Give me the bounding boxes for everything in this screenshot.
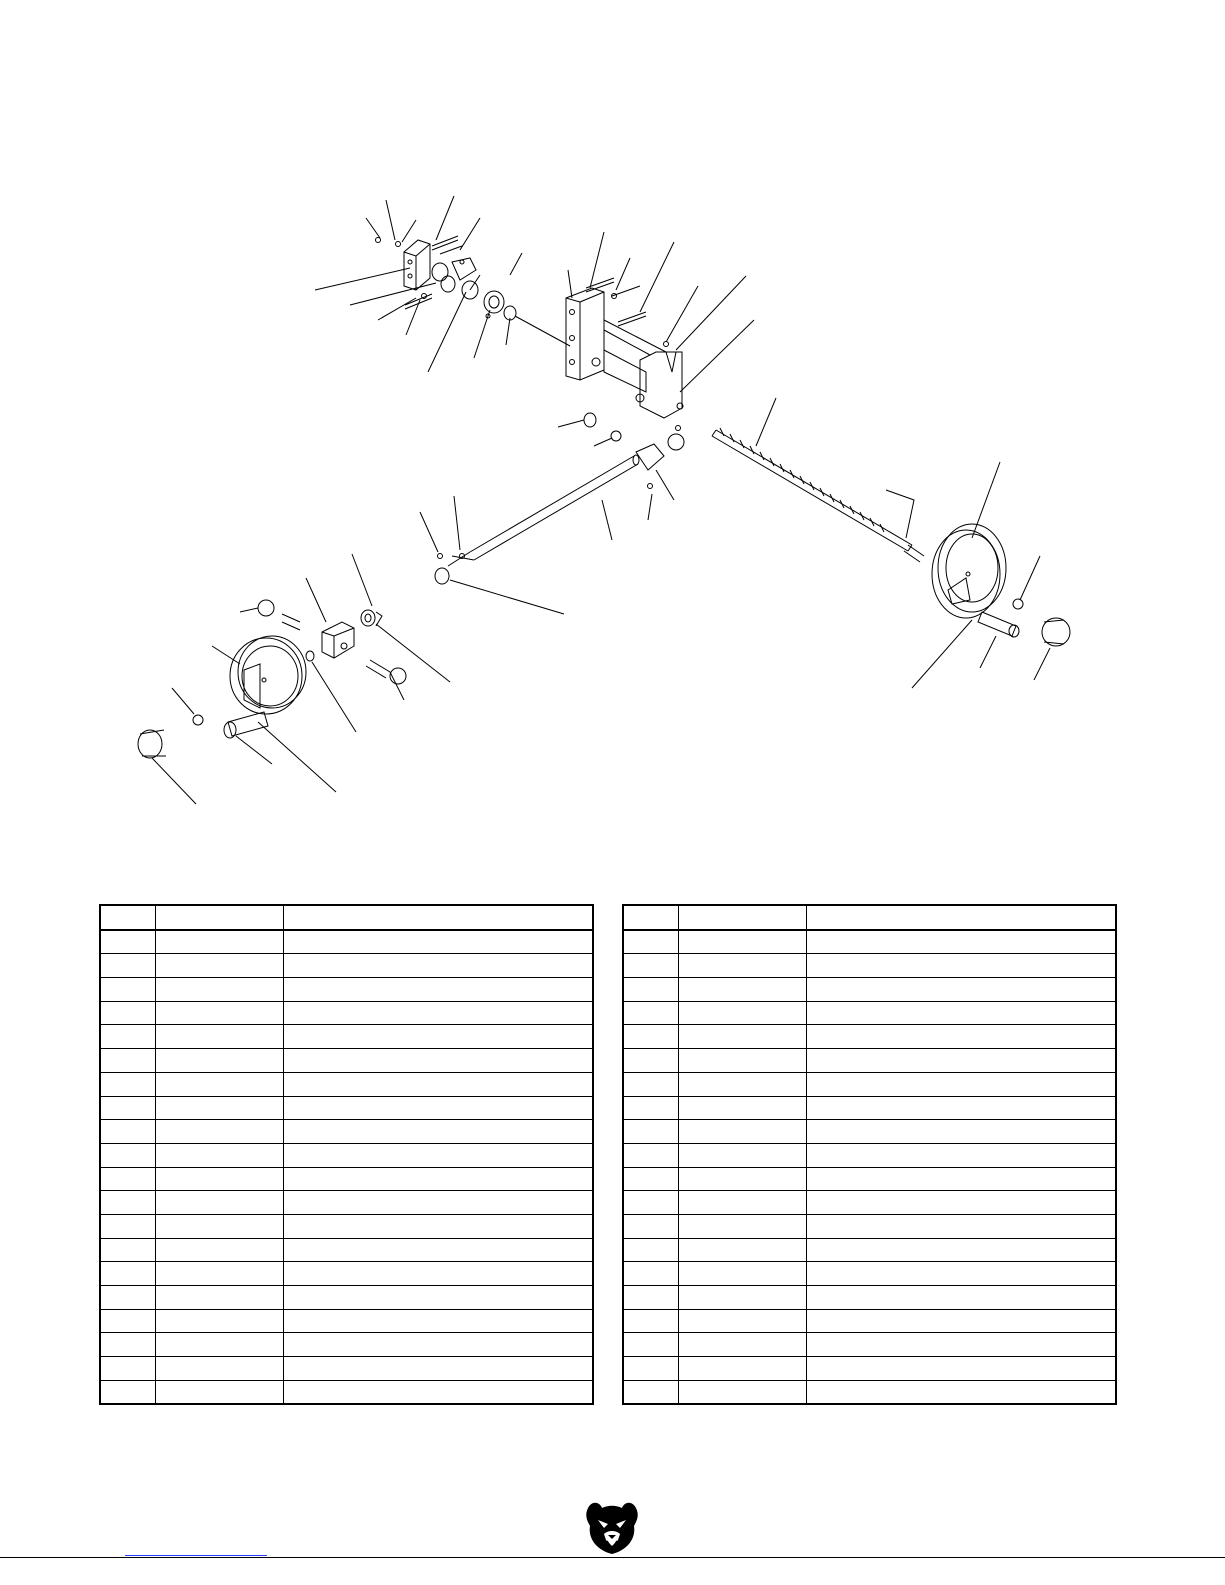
ref-cell	[100, 954, 156, 978]
ref-cell	[623, 1167, 679, 1191]
ref-cell	[100, 1167, 156, 1191]
description-cell	[284, 1262, 594, 1286]
description-cell	[807, 1025, 1117, 1049]
description-cell	[807, 1309, 1117, 1333]
description-cell	[807, 1262, 1117, 1286]
ref-cell	[623, 1214, 679, 1238]
part-number-cell	[156, 1025, 284, 1049]
ref-cell	[100, 1049, 156, 1073]
ref-cell	[623, 1120, 679, 1144]
ref-cell	[623, 1286, 679, 1310]
description-cell	[284, 1309, 594, 1333]
ref-cell	[623, 930, 679, 954]
bracket-bolts	[586, 278, 669, 347]
part-number-cell	[679, 1262, 807, 1286]
lead-screw	[712, 398, 924, 562]
table-row	[623, 1025, 1116, 1049]
description-cell	[807, 1072, 1117, 1096]
ref-cell	[100, 1380, 156, 1404]
description-cell	[284, 1333, 594, 1357]
table-row	[623, 1262, 1116, 1286]
table-row	[623, 1309, 1116, 1333]
table-row	[100, 1167, 593, 1191]
table-row	[623, 1120, 1116, 1144]
ref-cell	[623, 1096, 679, 1120]
ref-cell	[100, 1333, 156, 1357]
ref-cell	[100, 1120, 156, 1144]
description-cell	[807, 1096, 1117, 1120]
part-number-cell	[679, 1238, 807, 1262]
part-number-cell	[156, 1286, 284, 1310]
part-number-cell	[679, 1001, 807, 1025]
part-number-cell	[156, 978, 284, 1002]
table-row	[100, 1286, 593, 1310]
part-number-cell	[156, 1049, 284, 1073]
table-row	[623, 1072, 1116, 1096]
part-number-cell	[156, 1072, 284, 1096]
leader-lines-center	[568, 232, 754, 392]
table-row	[623, 1286, 1116, 1310]
table-header-row	[623, 905, 1116, 930]
footer-link-underline[interactable]	[125, 1555, 267, 1556]
ref-cell	[100, 1214, 156, 1238]
parts-table-left	[99, 904, 594, 1405]
table-row	[100, 930, 593, 954]
description-cell	[284, 1096, 594, 1120]
ref-cell	[100, 1025, 156, 1049]
part-number-cell	[156, 1167, 284, 1191]
part-number-cell	[679, 1167, 807, 1191]
part-number-cell	[156, 1096, 284, 1120]
table-row	[623, 1096, 1116, 1120]
part-number-cell	[156, 1380, 284, 1404]
description-cell	[284, 1167, 594, 1191]
part-number-cell	[156, 1357, 284, 1381]
left-assembly	[240, 496, 564, 732]
part-number-cell	[156, 1143, 284, 1167]
ref-cell	[100, 1262, 156, 1286]
table-row	[100, 1025, 593, 1049]
description-cell	[807, 1357, 1117, 1381]
table-row	[623, 1143, 1116, 1167]
ref-cell	[623, 1357, 679, 1381]
description-cell	[284, 1120, 594, 1144]
table-row	[100, 1262, 593, 1286]
ref-cell	[623, 1191, 679, 1215]
part-number-cell	[679, 1286, 807, 1310]
part-number-cell	[156, 954, 284, 978]
ref-cell	[623, 1143, 679, 1167]
description-cell	[807, 1238, 1117, 1262]
description-cell	[807, 1286, 1117, 1310]
table-row	[623, 954, 1116, 978]
description-cell	[807, 1049, 1117, 1073]
description-cell	[284, 978, 594, 1002]
part-number-cell	[156, 1191, 284, 1215]
part-number-header	[679, 905, 807, 930]
table-row	[100, 1357, 593, 1381]
description-header	[284, 905, 594, 930]
description-cell	[284, 954, 594, 978]
part-number-cell	[679, 930, 807, 954]
bear-head-icon	[582, 1500, 642, 1556]
right-handwheel	[912, 462, 1070, 688]
ref-cell	[623, 1072, 679, 1096]
part-number-cell	[679, 1049, 807, 1073]
description-cell	[284, 1238, 594, 1262]
central-bracket	[566, 288, 683, 418]
table-row	[100, 1191, 593, 1215]
table-row	[100, 1001, 593, 1025]
part-number-cell	[156, 1120, 284, 1144]
part-number-cell	[679, 1191, 807, 1215]
description-cell	[284, 1286, 594, 1310]
table-row	[100, 1049, 593, 1073]
ref-cell	[100, 1096, 156, 1120]
table-row	[623, 930, 1116, 954]
description-cell	[284, 1143, 594, 1167]
ref-cell	[623, 978, 679, 1002]
table-row	[623, 1214, 1116, 1238]
description-cell	[284, 930, 594, 954]
part-number-cell	[679, 1309, 807, 1333]
part-number-cell	[156, 1309, 284, 1333]
ref-cell	[623, 1380, 679, 1404]
part-number-cell	[679, 1143, 807, 1167]
table-row	[623, 1167, 1116, 1191]
part-number-cell	[679, 954, 807, 978]
ref-cell	[100, 1238, 156, 1262]
part-number-cell	[156, 930, 284, 954]
part-number-cell	[679, 1120, 807, 1144]
description-cell	[807, 1333, 1117, 1357]
part-number-cell	[679, 1025, 807, 1049]
ref-cell	[100, 1286, 156, 1310]
ref-cell	[100, 978, 156, 1002]
table-row	[623, 1191, 1116, 1215]
mounting-block	[404, 240, 430, 290]
ref-header	[100, 905, 156, 930]
description-cell	[284, 1049, 594, 1073]
table-row	[100, 1380, 593, 1404]
table-row	[100, 1096, 593, 1120]
part-number-header	[156, 905, 284, 930]
ref-cell	[100, 1001, 156, 1025]
table-row	[100, 1238, 593, 1262]
parts-table-right	[622, 904, 1117, 1405]
description-cell	[284, 1025, 594, 1049]
ref-cell	[623, 1262, 679, 1286]
ref-cell	[623, 1049, 679, 1073]
description-cell	[284, 1191, 594, 1215]
table-row	[623, 1357, 1116, 1381]
description-cell	[807, 1143, 1117, 1167]
table-row	[100, 1333, 593, 1357]
table-row	[100, 1120, 593, 1144]
part-number-cell	[679, 1072, 807, 1096]
ref-cell	[100, 1191, 156, 1215]
table-row	[100, 1072, 593, 1096]
part-number-cell	[156, 1333, 284, 1357]
table-row	[100, 1309, 593, 1333]
leader-lines-upper-left	[315, 196, 570, 372]
table-row	[623, 978, 1116, 1002]
ref-cell	[623, 1025, 679, 1049]
description-header	[807, 905, 1117, 930]
ref-header	[623, 905, 679, 930]
table-row	[100, 1143, 593, 1167]
description-cell	[807, 1214, 1117, 1238]
description-cell	[807, 954, 1117, 978]
part-number-cell	[679, 1096, 807, 1120]
left-handwheel	[138, 636, 336, 804]
table-row	[623, 1049, 1116, 1073]
description-cell	[284, 1357, 594, 1381]
description-cell	[284, 1001, 594, 1025]
footer-rule	[0, 1557, 1225, 1558]
part-number-cell	[679, 978, 807, 1002]
part-number-cell	[156, 1262, 284, 1286]
description-cell	[807, 1001, 1117, 1025]
table-row	[100, 978, 593, 1002]
description-cell	[284, 1072, 594, 1096]
table-row	[100, 1214, 593, 1238]
part-number-cell	[156, 1214, 284, 1238]
part-number-cell	[679, 1214, 807, 1238]
ref-cell	[623, 1333, 679, 1357]
ref-cell	[623, 1238, 679, 1262]
ref-cell	[100, 1357, 156, 1381]
part-number-cell	[679, 1333, 807, 1357]
part-number-cell	[156, 1001, 284, 1025]
description-cell	[807, 1120, 1117, 1144]
description-cell	[807, 930, 1117, 954]
table-row	[623, 1238, 1116, 1262]
ref-cell	[623, 1309, 679, 1333]
part-number-cell	[679, 1357, 807, 1381]
description-cell	[284, 1380, 594, 1404]
ref-cell	[100, 1309, 156, 1333]
table-row	[100, 954, 593, 978]
description-cell	[284, 1214, 594, 1238]
description-cell	[807, 1191, 1117, 1215]
description-cell	[807, 978, 1117, 1002]
ref-cell	[100, 1143, 156, 1167]
ref-cell	[623, 954, 679, 978]
description-cell	[807, 1167, 1117, 1191]
part-number-cell	[679, 1380, 807, 1404]
ref-cell	[100, 930, 156, 954]
table-row	[623, 1001, 1116, 1025]
ref-cell	[100, 1072, 156, 1096]
table-header-row	[100, 905, 593, 930]
table-row	[623, 1380, 1116, 1404]
description-cell	[807, 1380, 1117, 1404]
ref-cell	[623, 1001, 679, 1025]
cross-shaft	[448, 413, 684, 566]
bushing-assembly	[432, 258, 516, 320]
part-number-cell	[156, 1238, 284, 1262]
table-row	[623, 1333, 1116, 1357]
